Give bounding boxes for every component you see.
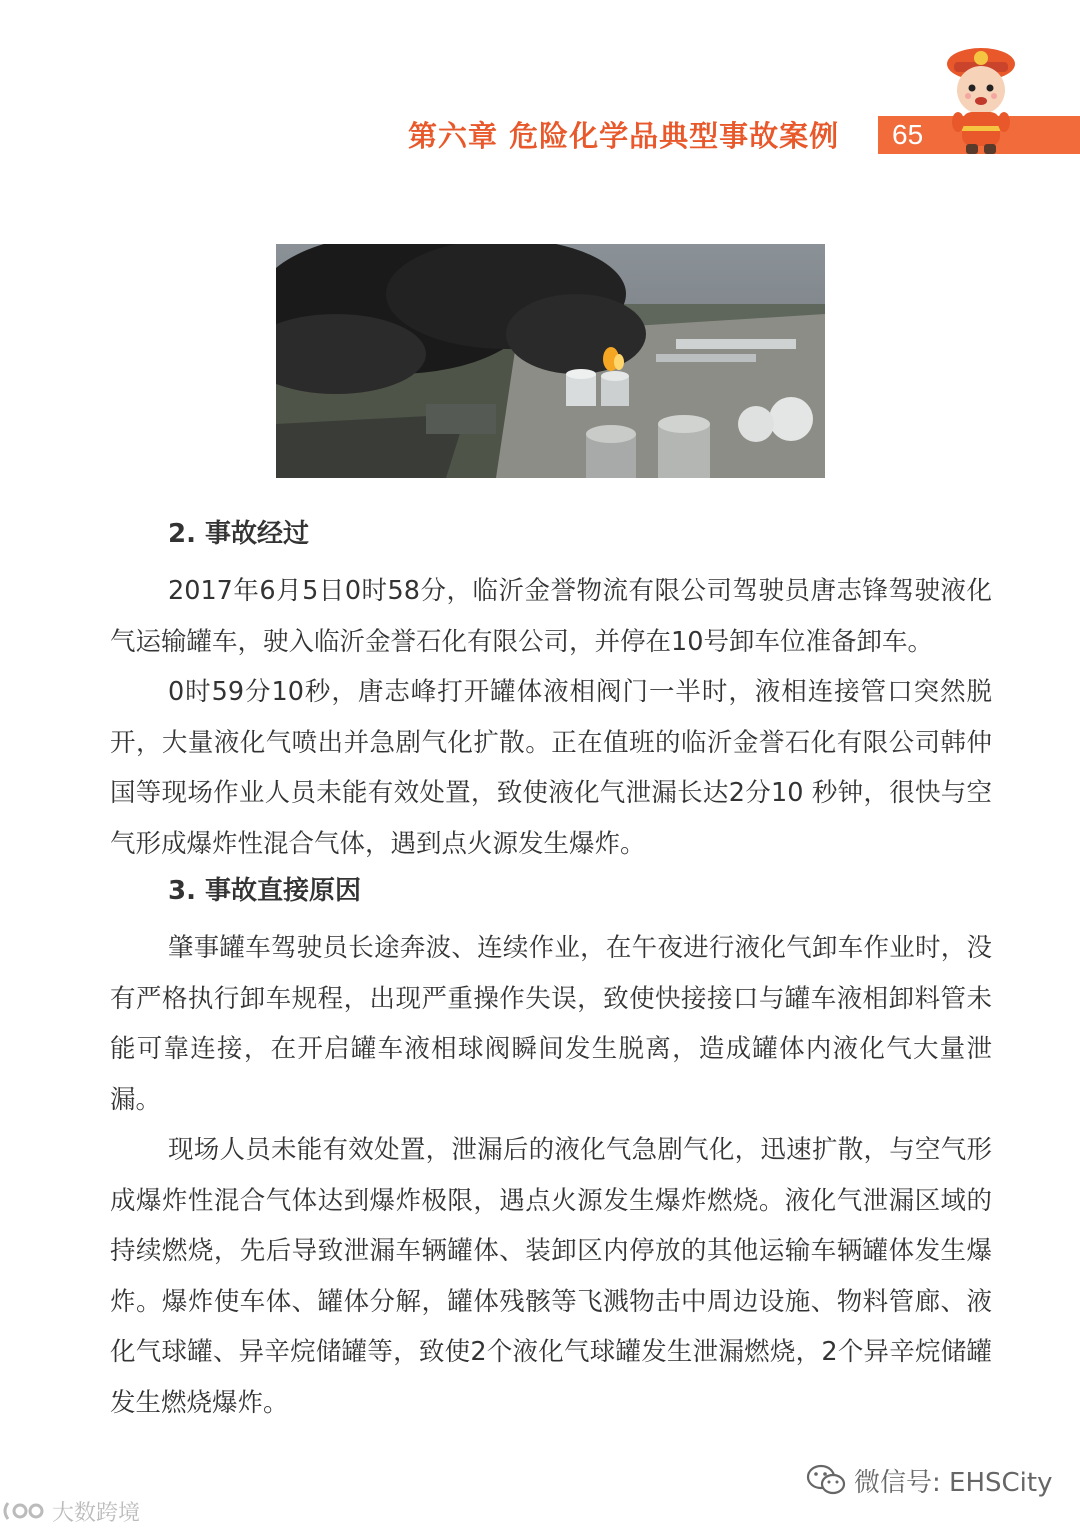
watermark-text: 大数跨境 [52,1500,141,1526]
paragraph: 肇事罐车驾驶员长途奔波、连续作业，在午夜进行液化气卸车作业时，没有严格执行卸车规程，出现严重操作失误，致使快接接口与罐车液相卸料管未能可靠连接，在开启罐车液相球阀瞬间发生脱离，造成罐体内液化气大量泄漏。 [110,933,992,1115]
section-heading: 3. 事故直接原因 [168,876,362,906]
article-body [110,512,992,1428]
paragraph: 2017年6月5日0时58分，临沂金誉物流有限公司驾驶员唐志锋驾驶液化气运输罐车，驶入临沂金誉石化有限公司，并停在10号卸车位准备卸车。 [110,576,992,657]
footer-watermark-right [806,1460,1052,1500]
paragraph: 现场人员未能有效处置，泄漏后的液化气急剧气化，迅速扩散，与空气形成爆炸性混合气体达到爆炸极限，遇点火源发生爆炸燃烧。液化气泄漏区域的持续燃烧，先后导致泄漏车辆罐体、装卸区内停放的其他运输车辆罐体发生爆炸。爆炸使车体、罐体分解，罐体残骸等飞溅物击中周边设施、物料管廊、液化气球罐、异辛烷储罐等，致使2个液化气球罐发生泄漏燃烧，2个异辛烷储罐发生燃烧爆炸。 [110,1135,992,1418]
brand-logo-icon [0,1499,46,1523]
firefighter-mascot-icon [940,38,1022,156]
footer-watermark-left [0,1496,140,1526]
section-accident-process [110,512,992,869]
wechat-icon [806,1463,846,1497]
chapter-title: 第六章 危险化学品典型事故案例 [408,119,840,153]
section-direct-cause [110,869,992,1428]
paragraph: 0时59分10秒，唐志峰打开罐体液相阀门一半时，液相连接管口突然脱开，大量液化气喷出并急剧气化扩散。正在值班的临沂金誉石化有限公司韩仲国等现场作业人员未能有效处置，致使液化气泄漏长达2分10 秒钟，很快与空气形成爆炸性混合气体，遇到点火源发生爆炸。 [110,677,992,859]
page-number: 65 [892,119,924,150]
explosion-fire-aerial-photo [276,244,825,478]
section-heading: 2. 事故经过 [168,519,310,549]
wechat-id: 微信号: EHSCity [854,1467,1053,1498]
